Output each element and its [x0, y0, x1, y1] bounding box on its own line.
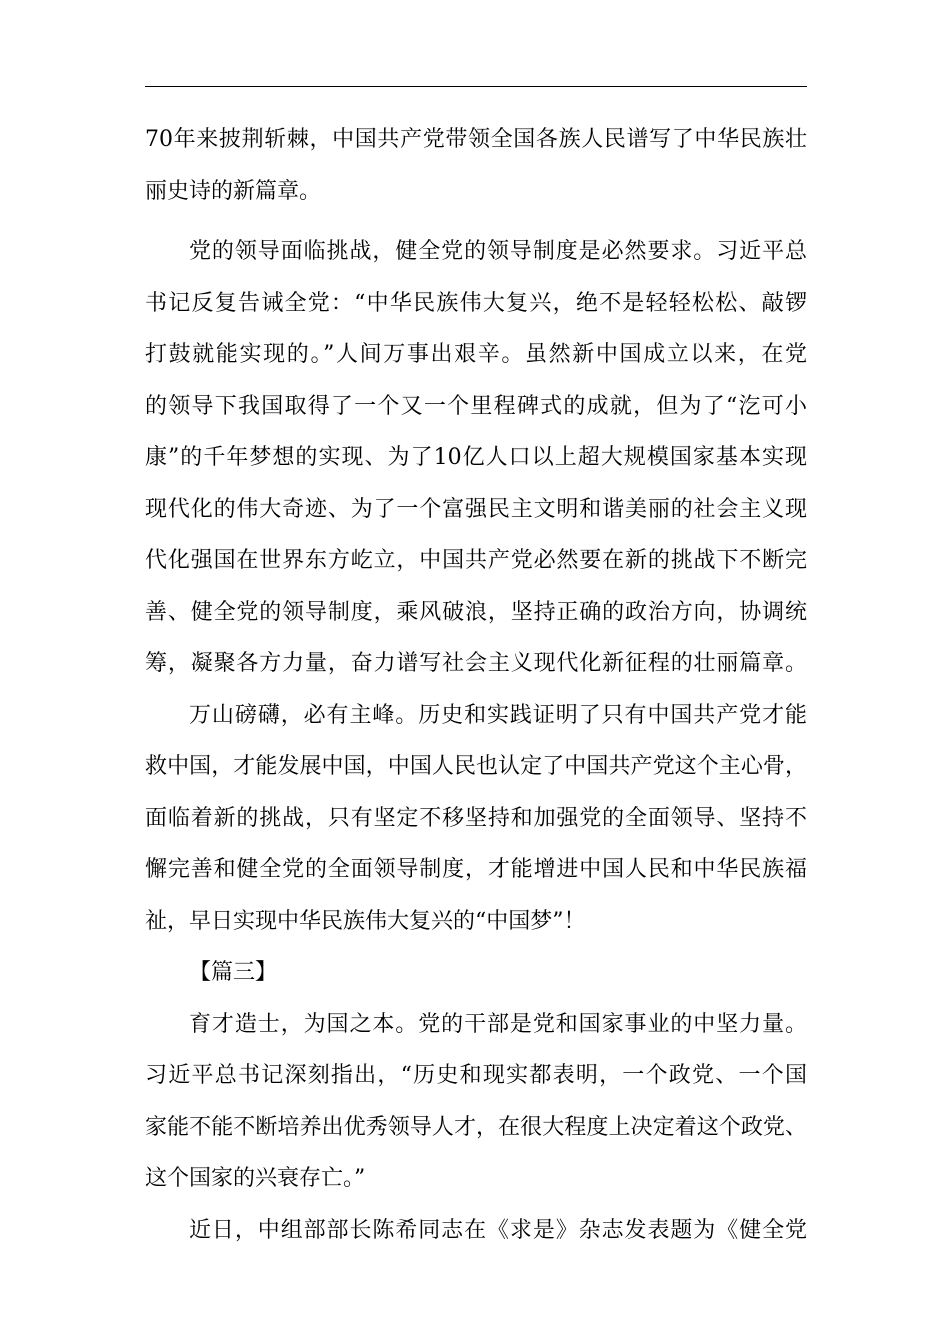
text-line: 近日，中组部部长陈希同志在《求是》杂志发表题为《健全党	[189, 1217, 807, 1243]
section-heading: 【篇三】	[189, 960, 278, 985]
text-line: 万山磅礴，必有主峰。历史和实践证明了只有中国共产党才能	[189, 702, 807, 728]
text-line: 祉，早日实现中华民族伟大复兴的“中国梦”！	[145, 908, 586, 934]
text-line: 善、健全党的领导制度，乘风破浪，坚持正确的政治方向，协调统	[145, 599, 807, 625]
text-line: 筹，凝聚各方力量，奋力谱写社会主义现代化新征程的壮丽篇章。	[145, 651, 807, 676]
text-line: 书记反复告诫全党：“中华民族伟大复兴，绝不是轻轻松松、敲锣	[145, 290, 807, 316]
text-line: 康”的千年梦想的实现、为了10亿人口以上超大规模国家基本实现	[145, 445, 807, 470]
text-line: 打鼓就能实现的。”人间万事出艰辛。虽然新中国成立以来，在党	[145, 342, 807, 367]
text-line: 70年来披荆斩棘，中国共产党带领全国各族人民谱写了中华民族壮	[145, 127, 807, 152]
text-line: 救中国，才能发展中国，中国人民也认定了中国共产党这个主心骨，	[145, 754, 807, 779]
text-line: 家能不能不断培养出优秀领导人才，在很大程度上决定着这个政党、	[145, 1114, 807, 1140]
text-line: 这个国家的兴衰存亡。”	[145, 1166, 366, 1191]
text-line: 习近平总书记深刻指出，“历史和现实都表明，一个政党、一个国	[145, 1063, 807, 1088]
text-line: 现代化的伟大奇迹、为了一个富强民主文明和谐美丽的社会主义现	[145, 496, 807, 522]
document-body	[145, 114, 807, 1256]
header-rule	[145, 86, 807, 87]
text-line: 代化强国在世界东方屹立，中国共产党必然要在新的挑战下不断完	[145, 548, 807, 573]
text-line: 丽史诗的新篇章。	[145, 178, 322, 204]
text-line: 党的领导面临挑战，健全党的领导制度是必然要求。习近平总	[189, 239, 807, 264]
text-line: 懈完善和健全党的全面领导制度，才能增进中国人民和中华民族福	[145, 857, 807, 882]
text-line: 面临着新的挑战，只有坚定不移坚持和加强党的全面领导、坚持不	[145, 805, 807, 831]
text-line: 的领导下我国取得了一个又一个里程碑式的成就，但为了“汔可小	[145, 393, 807, 419]
text-line: 育才造士，为国之本。党的干部是党和国家事业的中坚力量。	[189, 1011, 807, 1037]
